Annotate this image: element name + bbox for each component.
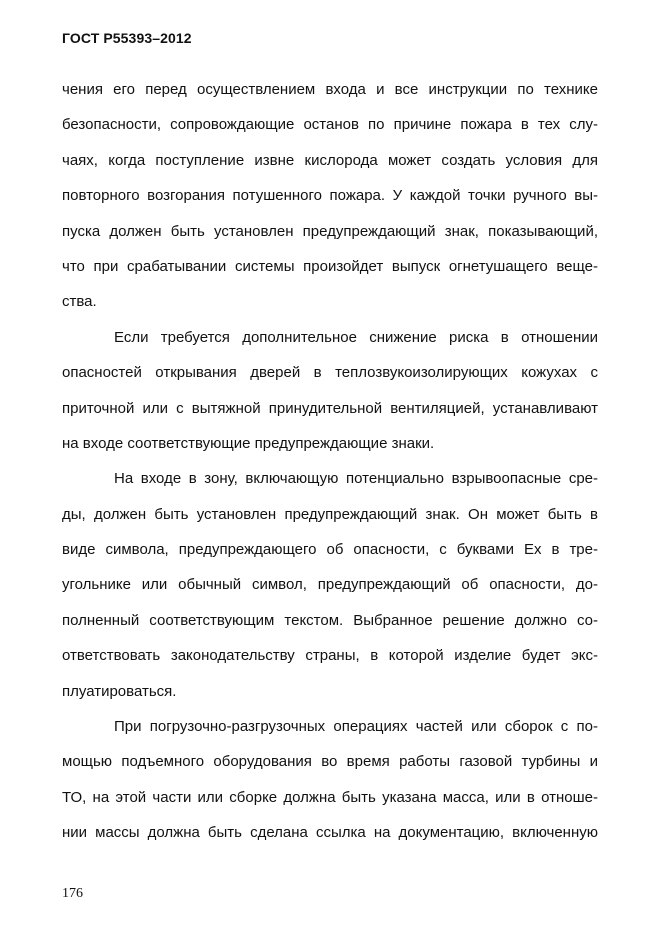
text-line: На входе в зону, включающую потенциально взрывоопасные сре-	[114, 470, 598, 488]
text-line: ТО, на этой части или сборке должна быть указана масса, или в отноше-	[62, 788, 598, 806]
text-line: опасностей открывания дверей в теплозвукоизолирующих кожухах с	[62, 364, 598, 382]
text-line: Если требуется дополнительное снижение риска в отношении	[114, 328, 598, 346]
text-line: При погрузочно-разгрузочных операциях частей или сборок с по-	[114, 718, 598, 736]
text-line: ства.	[62, 293, 97, 311]
text-line: ды, должен быть установлен предупреждающий знак. Он может быть в	[62, 505, 598, 523]
text-line: ответствовать законодательству страны, в которой изделие будет экс-	[62, 647, 598, 665]
text-line: чения его перед осуществлением входа и все инструкции по технике	[62, 81, 598, 98]
text-line: что при срабатывании системы произойдет выпуск огнетушащего веще-	[62, 257, 598, 275]
page-number: 176	[62, 886, 83, 901]
text-line: угольнике или обычный символ, предупреждающий об опасности, до-	[62, 576, 598, 594]
text-line: чаях, когда поступление извне кислорода может создать условия для	[62, 151, 598, 169]
document-header: ГОСТ Р55393–2012	[62, 30, 192, 46]
text-line: пуска должен быть установлен предупреждающий знак, показывающий,	[62, 222, 598, 240]
text-line: полненный соответствующим текстом. Выбранное решение должно со-	[62, 611, 598, 629]
text-line: на входе соответствующие предупреждающие знаки.	[62, 434, 435, 452]
text-line: мощью подъемного оборудования во время работы газовой турбины и	[62, 753, 598, 771]
text-line: повторного возгорания потушенного пожара. У каждой точки ручного вы-	[62, 187, 598, 205]
text-line: плуатироваться.	[62, 682, 177, 700]
body-text	[62, 72, 598, 851]
text-line: безопасности, сопровождающие останов по причине пожара в тех слу-	[62, 116, 598, 134]
text-line: приточной или с вытяжной принудительной вентиляцией, устанавливают	[62, 399, 598, 417]
text-line: нии массы должна быть сделана ссылка на документацию, включенную	[62, 824, 598, 842]
text-line: виде символа, предупреждающего об опасности, с буквами Ex в тре-	[62, 541, 598, 559]
